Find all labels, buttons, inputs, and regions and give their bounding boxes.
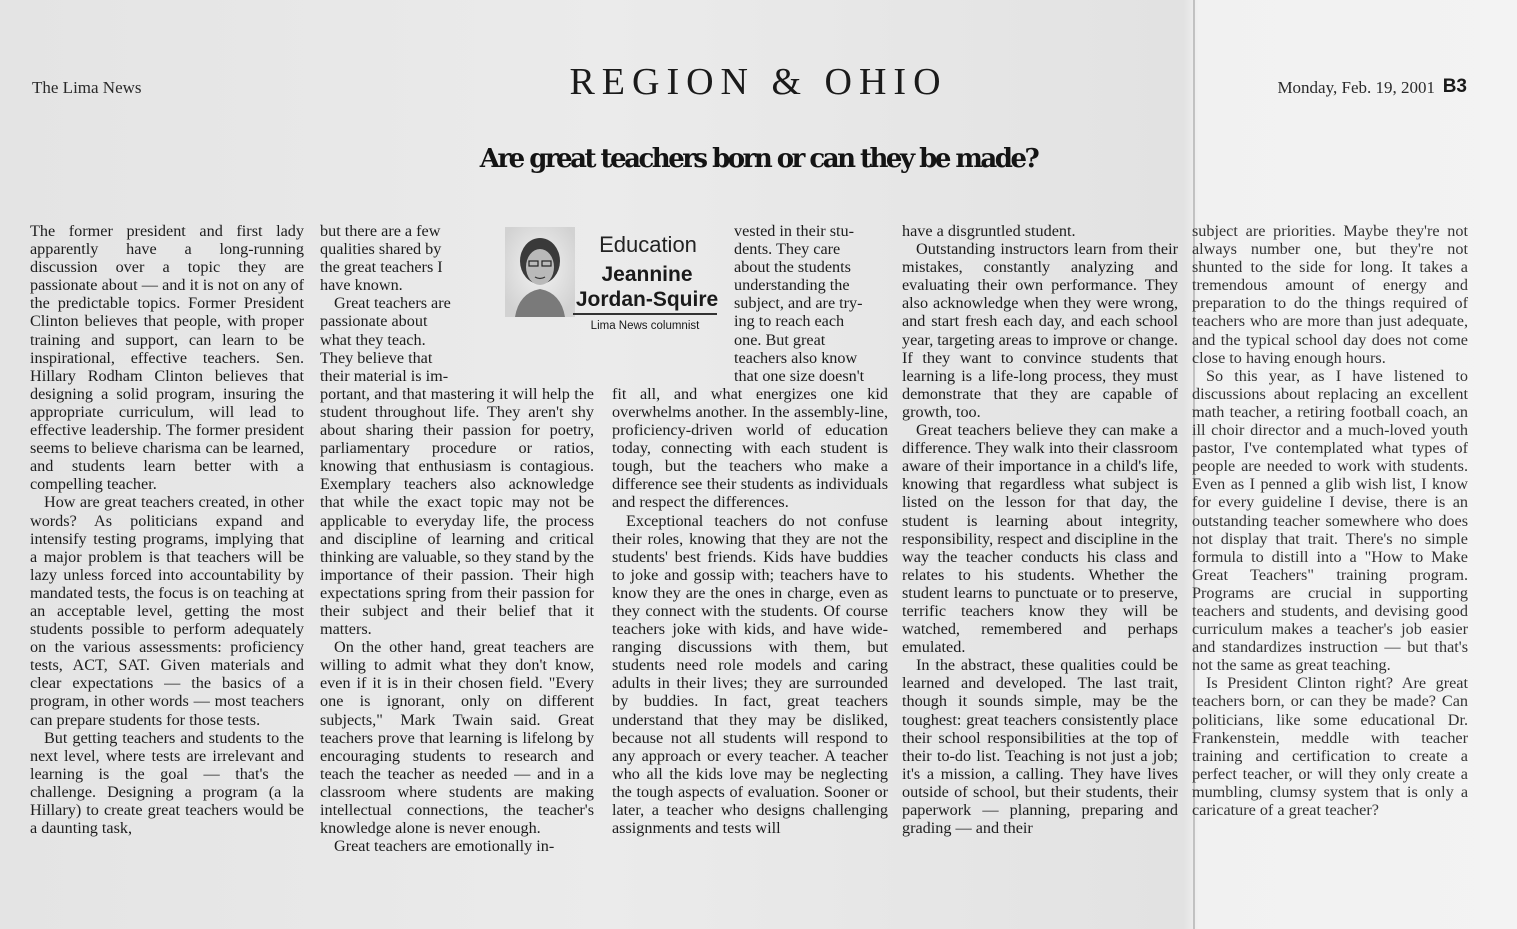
author-role: Lima News columnist bbox=[590, 320, 700, 332]
text-line: dents. They care bbox=[734, 240, 841, 259]
masthead bbox=[0, 60, 1517, 110]
paragraph: fit all, and what energizes one kid overwhelms another. In the assembly-line, proficiency-driven world of education today, connecting with each student is tough, but the teachers who make a difference see their students as individuals and respect the differences. bbox=[612, 384, 888, 512]
section-title: REGION & OHIO bbox=[569, 61, 948, 103]
text-line: what they teach. bbox=[320, 330, 426, 349]
publication-date bbox=[1277, 78, 1435, 98]
paragraph: How are great teachers created, in other words? As politicians expand and intensify testing programs, implying that a major problem is that teachers will be lazy unless forced into accountability by mandated tests, the focus is on teaching at an acceptable level, getting the most students possible to perform adequately on the various assessments: proficiency tests, ACT, SAT. Given materials and clear expectations — the basics of a program, in other words — most teachers can prepare students for those tests. bbox=[30, 493, 304, 729]
text-line: qualities shared by bbox=[320, 240, 442, 259]
text-line: have known. bbox=[320, 276, 403, 295]
article-headline: Are great teachers born or can they be made? bbox=[479, 144, 1038, 174]
article-column-2 bbox=[320, 222, 594, 855]
text-line: one. But great bbox=[734, 330, 826, 349]
paragraph: The former president and first lady apparently have a long-running discussion over a topic they are passionate about — and it is not on any of the predictable topics. Former President Clinton believes that people, with proper training and support, can learn to be inspirational, effective teachers. Sen. Hillary Rodham Clinton believes that designing a solid program, insuring the appropriate curriculum, will lead to effective leadership. The former president seems to believe charisma can be learned, and students learn better with a compelling teacher. bbox=[30, 222, 304, 494]
paragraph: Is President Clinton right? Are great teachers born, or can they be made? Can politicians, like some educational Dr. Frankenstein, meddle with teacher training and certification to create a perfect teacher, or will they only create a mumbling, clumsy system that is only a caricature of a great teacher? bbox=[1192, 674, 1468, 819]
paragraph: In the abstract, these qualities could be learned and developed. The last trait, though it sounds simple, may be the toughest: great teachers consistently place their school responsibilities at the top of their to-do list. Teaching is not just a job; it's a mission, a calling. They have lives outside of school, but their students, their paperwork — planning, preparing and grading — and their bbox=[902, 656, 1178, 838]
text-line: teachers also know bbox=[734, 348, 858, 367]
article-column-5 bbox=[1192, 222, 1468, 819]
paragraph: So this year, as I have listened to discussions about replacing an excellent math teacher, a retiring football coach, an ill choir director and a much-loved youth pastor, I've contemplated what types of people are needed to work with students. Even as I penned a glib wish list, I know for every guideline I devise, there is an outstanding teacher somewhere who does not display that trait. There's no simple formula to distill into a "How to Make Great Teachers" training program. Programs are crucial in supporting teachers and students, and devising good curriculum makes a teacher's job easier and standardizes instruction — but that's not the same as great teaching. bbox=[1192, 366, 1468, 675]
paragraph: have a disgruntled student. bbox=[902, 222, 1076, 240]
paragraph: Outstanding instructors learn from their mistakes, constantly analyzing and evaluating their own performance. They also acknowledge when they were wrong, and start fresh each day, and each school year, targeting areas to improve or change. If they want to convince students that learning is a life-long process, they must demonstrate that they are capable of growth, too. bbox=[902, 240, 1178, 421]
text-line: Great teachers are bbox=[334, 294, 451, 313]
text-line: vested in their stu- bbox=[734, 222, 855, 240]
text-line: that one size doesn't bbox=[734, 366, 865, 385]
paragraph: On the other hand, great teachers are willing to admit what they don't know, even if it is in their chosen field. "Every one is ignorant, only on different subjects," Mark Twain said. Great teachers prove that learning is lifelong by encouraging students to research and teach the teacher as needed — and in a classroom where students are making intellectual connections, the teacher's knowledge alone is never enough. bbox=[320, 638, 594, 838]
paragraph: But getting teachers and students to the next level, where tests are irrelevant and learning is the goal — that's the challenge. Designing a program (a la Hillary) to create great teachers would be a daunting task, bbox=[30, 728, 304, 838]
text-line: understanding the bbox=[734, 276, 850, 295]
text-line: about the students bbox=[734, 258, 851, 277]
paragraph: subject are priorities. Maybe they're not always number one, but they're not shunted to the side for long. It takes a tremendous amount of energy and preparation to do the things required of teachers who are more than just adequate, and the typical school day does not come close to having enough hours. bbox=[1192, 222, 1468, 367]
column-kicker: Education bbox=[599, 232, 697, 257]
paragraph: Great teachers are emotionally in- bbox=[334, 837, 555, 856]
paragraph: Great teachers believe they can make a difference. They walk into their classroom aware of their importance in a child's life, knowing that regardless what subject is listed on the lesson for that day, the student is learning about integrity, responsibility, respect and discipline in the way the teacher conducts his class and relates to his students. Whether the student learns to punctuate or to preserve, terrific teachers know they will be watched, remembered and perhaps emulated. bbox=[902, 421, 1178, 657]
text-line: the great teachers I bbox=[320, 258, 443, 277]
publication-name: The Lima News bbox=[32, 78, 142, 97]
article-column-4 bbox=[902, 222, 1178, 837]
text-line: They believe that bbox=[320, 348, 433, 367]
author-first-name: Jeannine bbox=[601, 263, 693, 286]
paragraph: portant, and that mastering it will help the student throughout life. They aren't shy about sharing their passion for poetry, parliamentary procedure or ratios, knowing that enthusiasm is contagious. Exemplary teachers also acknowledge that while the exact topic may not be applicable to everyday life, the process and discipline of learning and critical thinking are valuable, so they stand by the importance of their passion. Their high expectations spring from their passion for their subject and their belief that it matters. bbox=[320, 384, 594, 639]
date-text: Monday, Feb. 19, 2001 bbox=[1277, 78, 1435, 97]
author-last-name: Jordan-Squire bbox=[575, 288, 719, 311]
column-2-narrow-lines bbox=[320, 222, 490, 385]
text-line: subject, and are try- bbox=[734, 294, 863, 313]
column-3-narrow-lines bbox=[734, 222, 894, 385]
text-line: their material is im- bbox=[320, 366, 449, 385]
text-line: passionate about bbox=[320, 312, 428, 331]
page-number: B3 bbox=[1442, 76, 1467, 97]
paragraph: Exceptional teachers do not confuse their roles, knowing that they are not the students' best friends. Kids have buddies to joke and gossip with; teachers have to know they are the ones in charge, even as they connect with the students. Of course teachers joke with kids, and have wide-ranging discussions with them, but students need role models and caring adults in their lives; they are surrounded by buddies. In fact, great teachers understand that they may be disliked, because not all students will respond to any approach or every teacher. A teacher who all the kids love may be neglecting the tough aspects of evaluation. Sooner or later, a teacher who designs challenging assignments and tests will bbox=[612, 511, 888, 838]
text-line: ing to reach each bbox=[734, 312, 845, 331]
article-column-1 bbox=[30, 222, 304, 837]
text-line: but there are a few bbox=[320, 222, 441, 240]
article-column-3 bbox=[612, 222, 888, 837]
